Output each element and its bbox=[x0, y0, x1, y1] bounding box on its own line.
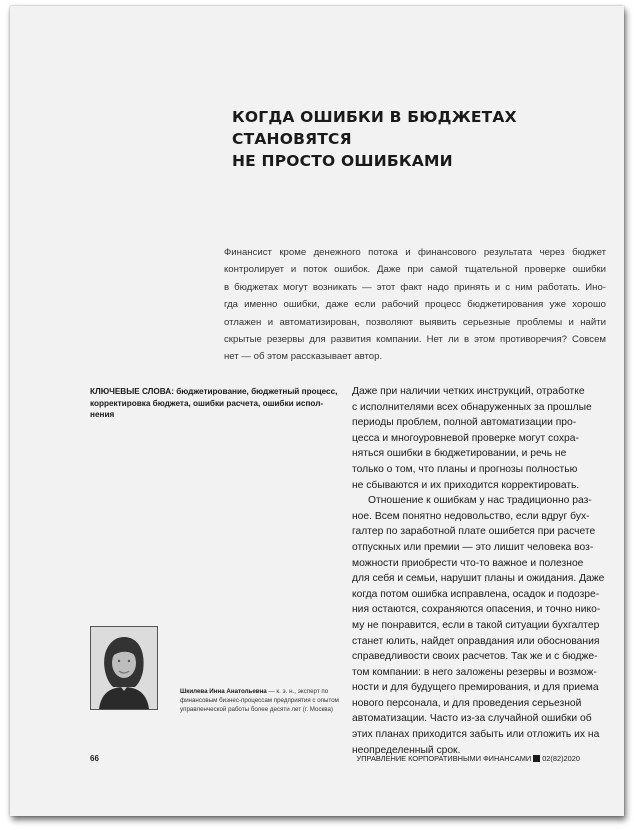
article-lead bbox=[224, 244, 606, 366]
lead-line: контролирует и поток ошибок. Даже при самой тщательной проверке ошибки bbox=[224, 264, 606, 276]
body-line: неопределенный срок. bbox=[352, 744, 461, 756]
body-line: ное. Всем понятно недовольство, если вдруг бух- bbox=[352, 510, 590, 522]
keywords-block bbox=[90, 386, 340, 421]
body-line: станет юлить, найдет оправдания или обоснования bbox=[352, 635, 600, 647]
lead-line: в бюджетах могут возникать — этот факт надо принять и с ним работать. Ино- bbox=[224, 281, 606, 293]
journal-name: УПРАВЛЕНИЕ КОРПОРАТИВНЫМИ ФИНАНСАМИ bbox=[356, 754, 532, 763]
body-line: нового персонала, и для проведения серьезной bbox=[352, 697, 582, 709]
body-line: цесса и многоуровневой проверке могут сохра- bbox=[352, 432, 579, 444]
body-line: галтер по заработной плате ошибется при расчете bbox=[352, 526, 596, 538]
article-body bbox=[352, 384, 605, 758]
body-line: ности и для будущего премирования, и для приема bbox=[352, 682, 599, 694]
keywords-line: нения bbox=[90, 410, 115, 419]
body-line: этих планах приходится забыть или отложить их на bbox=[352, 729, 600, 741]
lead-line: нет — об этом рассказывает автор. bbox=[224, 351, 383, 363]
body-line: справедливости своих расчетов. Так же и с бюдже- bbox=[352, 651, 598, 663]
journal-issue: 02(82)2020 bbox=[542, 754, 580, 763]
page-number: 66 bbox=[90, 754, 99, 763]
magazine-page bbox=[10, 6, 624, 816]
body-line: автоматизации. Часто из-за случайной ошибки об bbox=[352, 713, 592, 725]
body-line: только о том, что планы и прогнозы полностью bbox=[352, 463, 578, 475]
body-line: ния остаются, сохраняются опасения, и точно нико- bbox=[352, 604, 601, 616]
article-title bbox=[232, 106, 612, 172]
title-line: НЕ ПРОСТО ОШИБКАМИ bbox=[232, 152, 453, 170]
body-line: Даже при наличии четких инструкций, отработке bbox=[352, 386, 585, 397]
body-line: для себя и семьи, нарушит планы и ожидания. Даже bbox=[352, 573, 605, 585]
keywords-line: корректировка бюджета, ошибки расчета, ошибки испол- bbox=[90, 398, 324, 408]
author-photo bbox=[90, 626, 158, 710]
author-line-2: финансовым бизнес-процессам предприятия с опытом bbox=[180, 696, 339, 704]
body-line: когда потом ошибка исправлена, осадок и подозре- bbox=[352, 588, 600, 600]
body-line: му не понравится, если в такой ситуации бухгалтер bbox=[352, 619, 600, 631]
lead-line: гда именно ошибки, даже если рабочий процесс бюджетирования уже хорошо bbox=[224, 299, 606, 311]
journal-footer bbox=[357, 754, 580, 763]
lead-line: скрытые резервы для развития компании. Нет ли в этом противоречия? Совсем bbox=[224, 334, 606, 346]
author-bio bbox=[180, 688, 355, 714]
keywords-line: КЛЮЧЕВЫЕ СЛОВА: бюджетирование, бюджетный процесс, bbox=[90, 387, 338, 396]
author-name: Шкилева Инна Анатольевна bbox=[180, 688, 267, 695]
author-degree: — к. э. н., эксперт по bbox=[266, 688, 329, 695]
title-line: КОГДА ОШИБКИ В БЮДЖЕТАХ СТАНОВЯТСЯ bbox=[232, 108, 517, 148]
body-line: няться ошибки в бюджетировании, и речь не bbox=[352, 448, 567, 460]
square-separator-icon bbox=[533, 755, 540, 762]
author-line-3: управленческой работы более десяти лет (г. Москва) bbox=[180, 705, 333, 713]
body-line: отпускных или премии — это лишит человека воз- bbox=[352, 541, 594, 553]
body-line: не сбываются и их приходится корректировать. bbox=[352, 479, 580, 491]
body-line: Отношение к ошибкам у нас традиционно раз- bbox=[368, 495, 592, 507]
body-line: с исполнителями всех обнаруженных за прошлые bbox=[352, 401, 592, 413]
body-line: можности приобрести что-то важное и полезное bbox=[352, 557, 584, 569]
body-line: периоды проблем, полной автоматизации про- bbox=[352, 417, 577, 429]
author-line-1 bbox=[180, 688, 355, 697]
body-line: том компании: в него заложены резервы и возмож- bbox=[352, 666, 597, 678]
lead-line: Финансист кроме денежного потока и финансового результата через бюджет bbox=[224, 247, 606, 258]
lead-line: отлажен и автоматизирован, позволяют выявить серьезные проблемы и найти bbox=[224, 316, 606, 328]
